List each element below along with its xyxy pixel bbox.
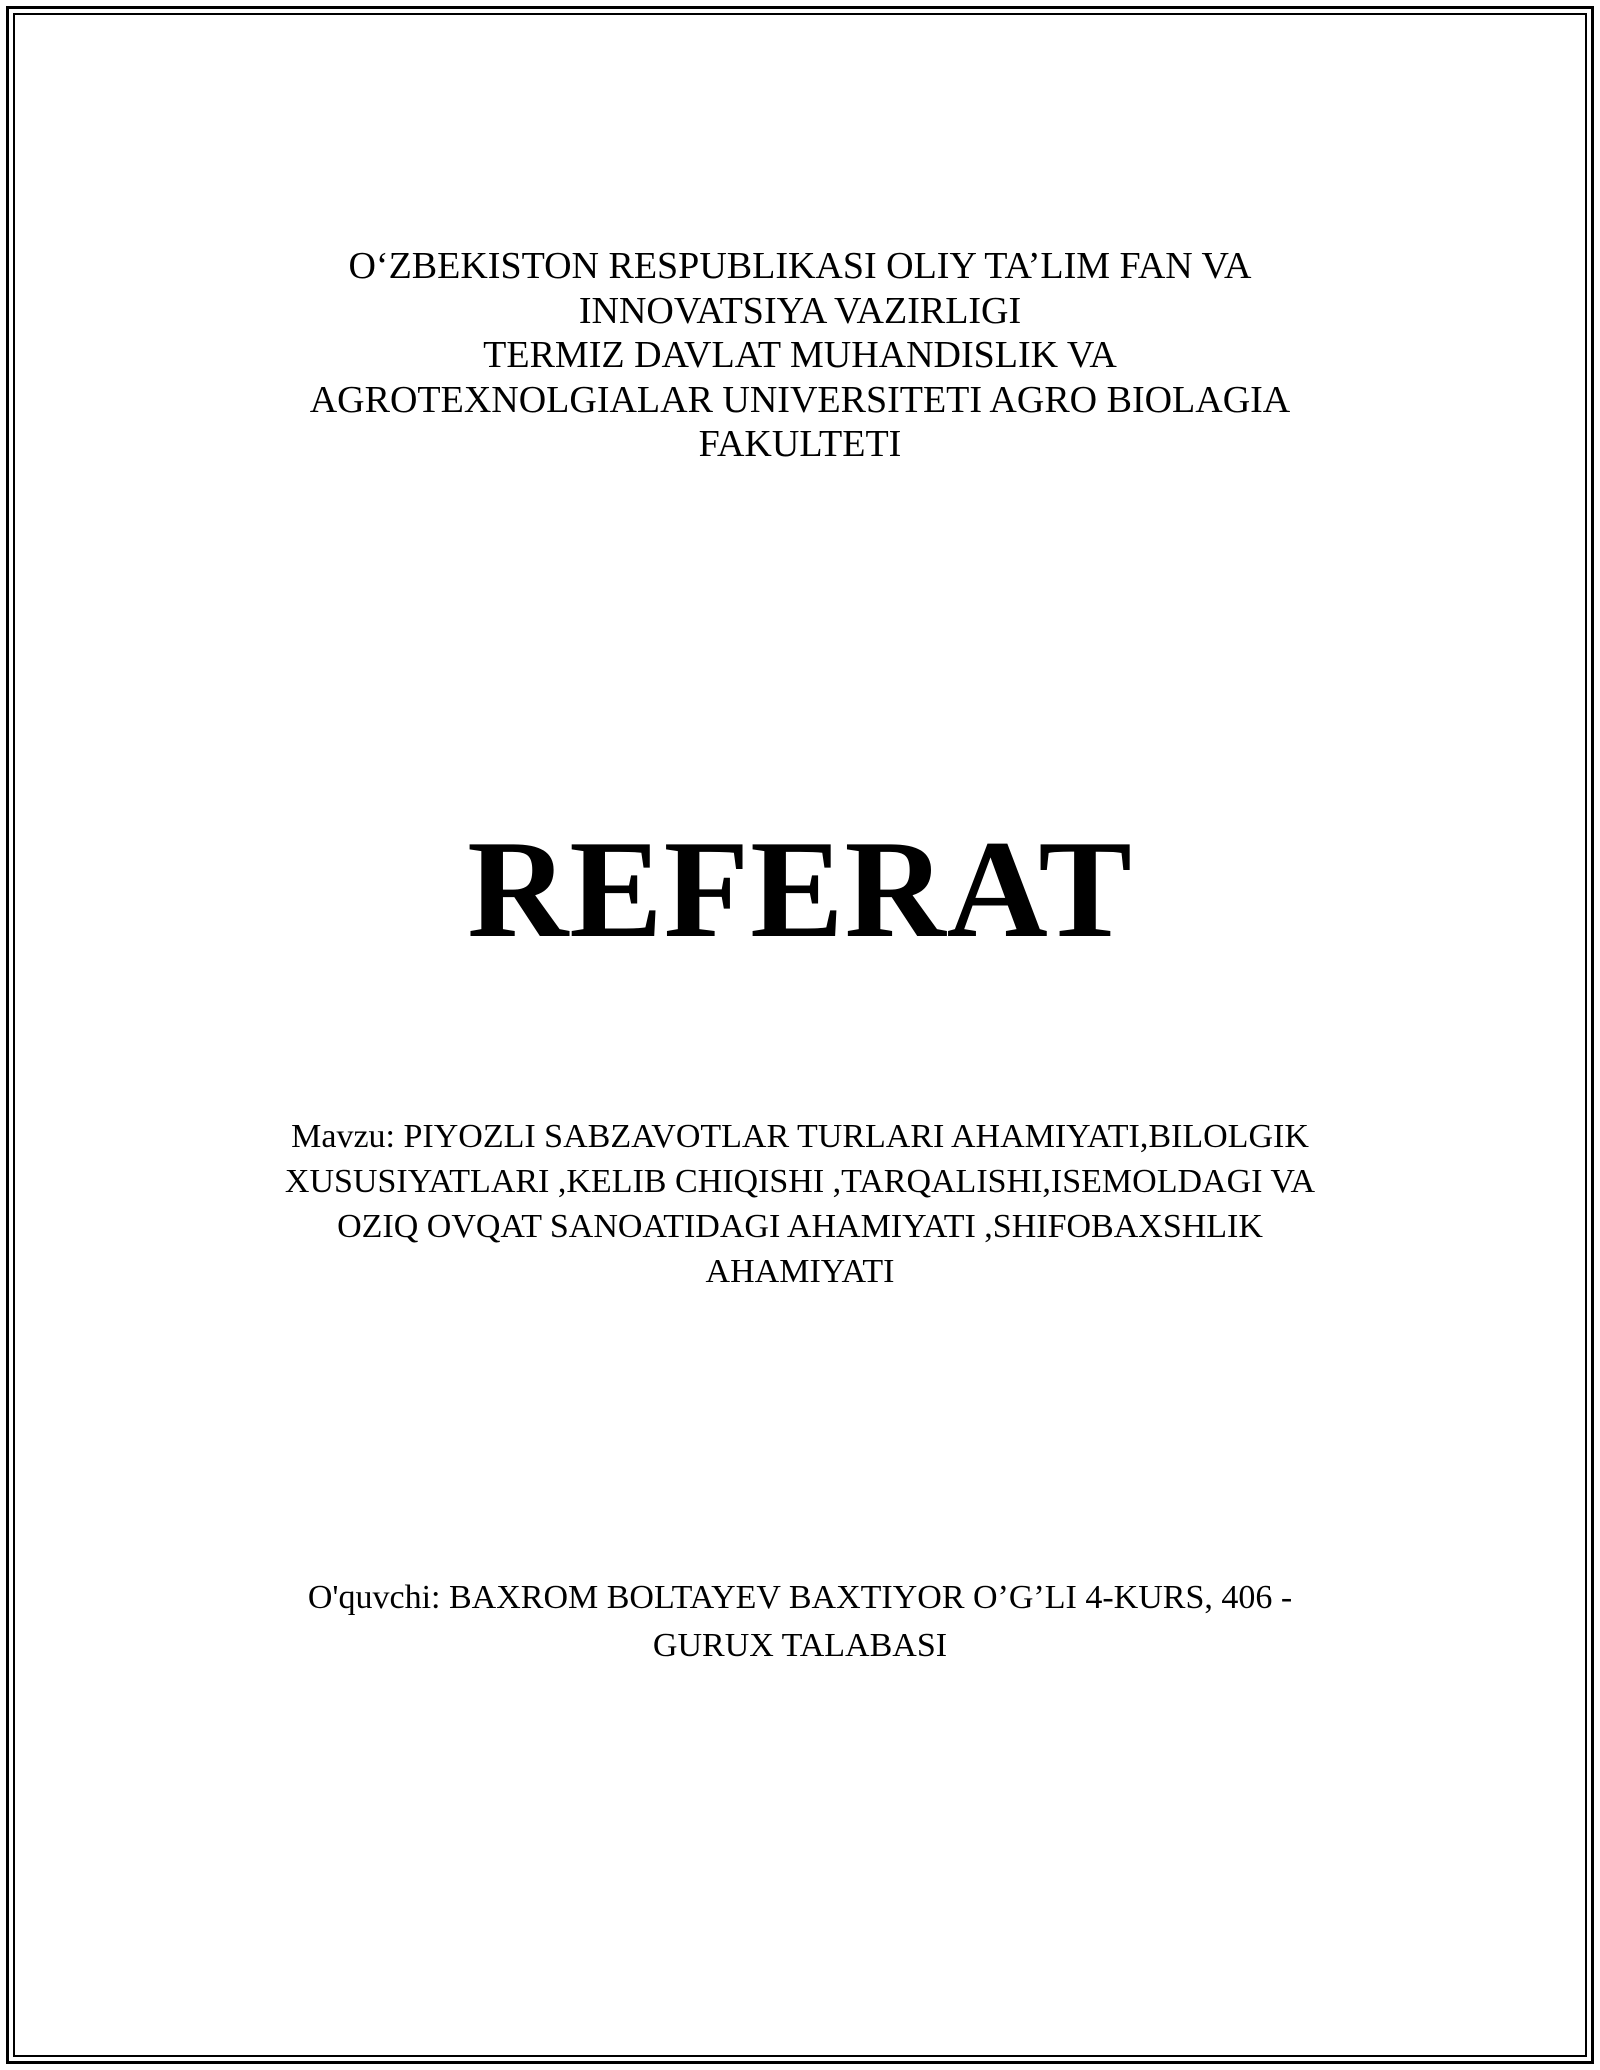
institution-header <box>0 244 1600 467</box>
topic-line-1: Mavzu: PIYOZLI SABZAVOTLAR TURLARI AHAMIYATI,BILOLGIK <box>291 1118 1309 1155</box>
topic-line-3: OZIQ OVQAT SANOATIDAGI AHAMIYATI ,SHIFOBAXSHLIK <box>337 1208 1263 1245</box>
header-line-university-1: TERMIZ DAVLAT MUHANDISLIK VA <box>483 334 1117 376</box>
student-line-2: GURUX TALABASI <box>652 1627 948 1664</box>
header-line-university-2: AGROTEXNOLGIALAR UNIVERSITETI AGRO BIOLAGIA <box>309 378 1291 421</box>
header-line-faculty: FAKULTETI <box>698 423 902 465</box>
topic-line-4: AHAMIYATI <box>705 1253 895 1290</box>
document-title: REFERAT <box>467 812 1133 967</box>
header-line-ministry-1: O‘ZBEKISTON RESPUBLIKASI OLIY TA’LIM FAN VA <box>348 245 1252 287</box>
student-line-1: O'quvchi: BAXROM BOLTAYEV BAXTIYOR O’G’LI 4-KURS, 406 - <box>307 1579 1293 1616</box>
topic-line-2: XUSUSIYATLARI ,KELIB CHIQISHI ,TARQALISHI,ISEMOLDAGI VA <box>284 1163 1316 1200</box>
topic-section <box>0 1114 1600 1294</box>
header-line-ministry-2: INNOVATSIYA VAZIRLIGI <box>578 289 1022 332</box>
student-info <box>0 1574 1600 1670</box>
